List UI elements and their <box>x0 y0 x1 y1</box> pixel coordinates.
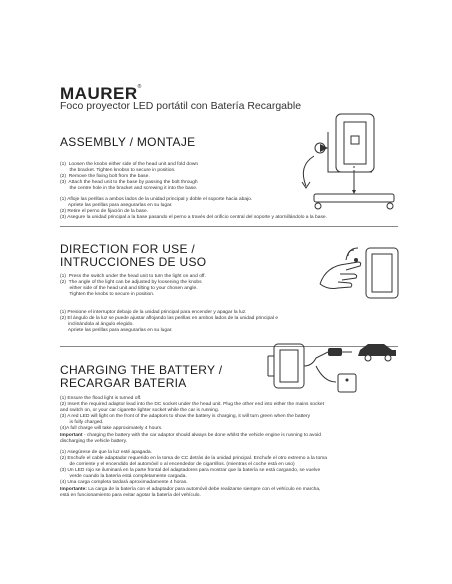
direction-heading: DIRECTION FOR USE / INTRUCCIONES DE USO <box>60 242 207 269</box>
charging-illustration <box>266 330 406 402</box>
charging-spanish-text: (1) Asegúrese de que la luz esté apagada. (2) Enchufe el cable adaptador requerido en la toma de CC detrás de la unidad principal. Enchufe el otro extremo a la toma de corriente y el encendido del automóvil o al encendedor de cigarrillos. (mientras el coche está en uso) (3) Un LED rojo se iluminará en la parte frontal del adaptadores para mostrar que la batería se está cargando, se vuelve verde cuando la batería está completamente cargada. (4) Una carga completa tardará aproximadamente 4 horas. Importante: La carga de la batería con el adaptador para automóvil debe realizarse siempre con el vehículo en marcha, está en funcionamiento para evitar agotar la batería del vehículo. <box>60 450 327 498</box>
assembly-english-text: (1) Loosen the knobs either side of the head unit and fold down the bracket. Tighten knobss to secure in position. (2) Remove the fixing bolt from the base. (3) Attach the head unit to the base by passing the bolt through the centre hole in the bracket and screwing it into the base. <box>60 162 199 192</box>
assembly-heading: ASSEMBLY / MONTAJE <box>60 135 196 149</box>
important-es-label: Importante: <box>60 486 87 492</box>
switch-press-illustration <box>316 244 402 304</box>
assembly-spanish-text: (1) Afloje las perillas a ambos lados de la unidad principal y doble el soporte hacia abajo. Apriete las perillas para asegurarlas en su lugar. (2) Retire el perno de fijación de la base. (3) Asegure la unidad principal a la base pasando el perno a través del orificio central del soporte y atornillándolo a la base. <box>60 197 327 221</box>
assembly-divider <box>60 226 398 227</box>
direction-english-text: (1) Press the switch under the head unit to turn the light on and off. (2) The angle of the light can be adjusted by loosening the knobs either side of the head unit and tilting to your chosen angle. Tighten the knobs to secure in position. <box>60 274 206 298</box>
charging-english-text: (1) Ensure the flood light is turned off. (2) Insert the required adaptor lead into the DC socket under the head unit. Plug the other end into either the mains socket and switch on, or your car cigarette lighter socket while the car is running. (3) A red LED will light on the front of the adaptors to show the battery is charging, it will turn green when the battery is fully charged. (4)A full charge will take approximately 4 hours. Important - charging the battery with the car adaptor should always be done whilst the vehicle engine is running to avoid discharging the vehicle battery. <box>60 396 324 444</box>
important-en-label: Important <box>60 432 83 438</box>
direction-spanish-text: (1) Presione el interruptor debajo de la unidad principal para encender y apagar la luz. (2) El ángulo de la luz se puede ajustar aflojando las perillas en ambos lados de la unidad principal e inclinándola al ángulo elegido. Apriete las perillas para asegurarlas en su lugar. <box>60 310 279 334</box>
product-subtitle: Foco proyector LED portátil con Batería Recargable <box>60 100 302 112</box>
brand-logo: MAURER® <box>60 84 142 103</box>
charging-heading: CHARGING THE BATTERY / RECARGAR BATERIA <box>60 363 223 390</box>
assembly-illustration <box>296 108 406 212</box>
